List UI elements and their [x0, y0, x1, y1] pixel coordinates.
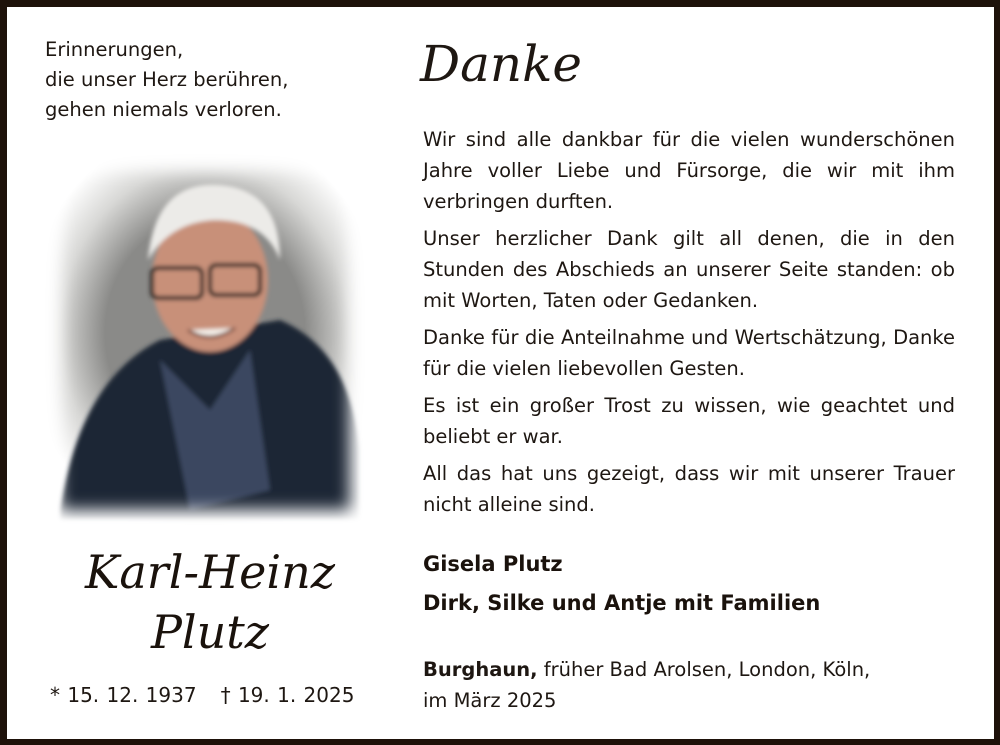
signature-line: Gisela Plutz	[423, 552, 563, 576]
paragraph: Wir sind alle dankbar für die vielen wunderschönen Jahre voller Liebe und Fürsorge, die wir mit ihm verbringen durften.	[423, 128, 955, 213]
quote-line: gehen niemals verloren.	[45, 98, 282, 121]
former-places: früher Bad Arolsen, London, Köln,	[537, 658, 871, 681]
quote-line: die unser Herz berühren,	[45, 68, 289, 91]
deceased-last-name: Plutz	[150, 605, 269, 659]
memorial-quote	[45, 35, 288, 125]
paragraph: Danke für die Anteilnahme und Wertschätzung, Danke für die vielen liebevollen Gesten.	[423, 326, 955, 380]
paragraph: Es ist ein großer Trost zu wissen, wie geachtet und beliebt er war.	[423, 394, 955, 448]
town: Burghaun,	[423, 658, 538, 681]
death-date: † 19. 1. 2025	[220, 683, 355, 707]
paragraph: Unser herzlicher Dank gilt all denen, die in den Stunden des Abschieds an unserer Seite standen: ob mit Worten, Taten oder Gedanken.	[423, 227, 955, 312]
signature-line: Dirk, Silke und Antje mit Familien	[423, 591, 821, 615]
life-dates	[50, 683, 354, 707]
birth-date: * 15. 12. 1937	[50, 683, 197, 707]
quote-line: Erinnerungen,	[45, 38, 184, 61]
paragraph: All das hat uns gezeigt, dass wir mit unserer Trauer nicht alleine sind.	[423, 462, 955, 516]
place-and-date	[423, 654, 870, 716]
deceased-first-name: Karl-Heinz	[85, 545, 335, 599]
thanks-text	[423, 124, 955, 526]
portrait-photo	[40, 150, 370, 530]
heading-danke: Danke	[420, 35, 582, 93]
date: im März 2025	[423, 689, 557, 712]
